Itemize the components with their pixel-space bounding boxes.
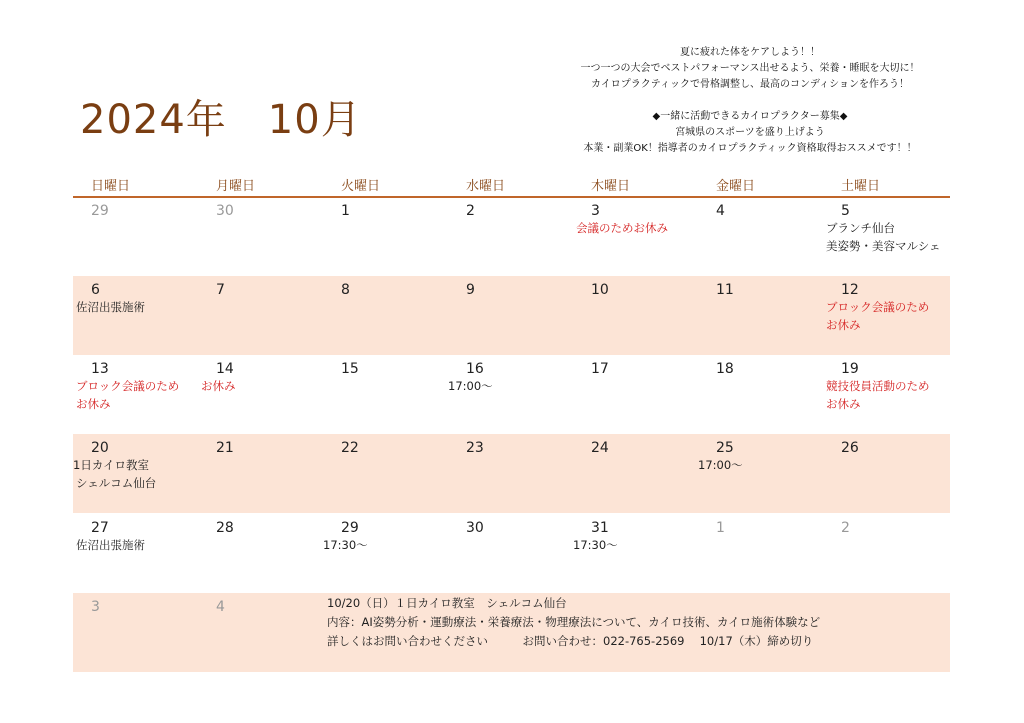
page-title: 2024年 10月 — [80, 97, 362, 143]
calendar-day[interactable] — [823, 197, 948, 276]
calendar-day[interactable] — [823, 355, 948, 434]
calendar-day[interactable] — [73, 593, 198, 672]
day-event: 佐沼出張施術 — [76, 300, 145, 314]
day-event: 1日カイロ教室 — [73, 458, 149, 472]
day-number: 2 — [841, 520, 850, 536]
note-line: 夏に疲れた体をケアしよう！！ — [680, 47, 820, 58]
calendar-day[interactable] — [448, 197, 573, 276]
note-line: 宮城県のスポーツを盛り上げよう — [675, 127, 825, 138]
calendar-day[interactable] — [323, 197, 448, 276]
day-number: 10 — [591, 282, 609, 298]
calendar-week — [73, 434, 950, 513]
day-event: 17:00～ — [448, 379, 493, 393]
day-number: 11 — [716, 282, 734, 298]
day-event: ブランチ仙台 — [826, 221, 895, 235]
day-number: 27 — [91, 520, 109, 536]
calendar-day[interactable] — [573, 197, 698, 276]
day-event: お休み — [201, 379, 236, 393]
note-line — [560, 93, 940, 109]
weekday-label: 土曜日 — [841, 179, 881, 194]
day-number: 30 — [466, 520, 484, 536]
weekday-header — [73, 172, 950, 198]
day-event: 競技役員活動のため — [826, 379, 930, 393]
day-number: 28 — [216, 520, 234, 536]
day-number: 3 — [91, 599, 100, 615]
calendar-day[interactable] — [573, 355, 698, 434]
calendar-day[interactable] — [823, 514, 948, 593]
event-info — [327, 594, 820, 651]
calendar-day[interactable] — [198, 434, 323, 513]
calendar-day[interactable] — [323, 514, 448, 593]
calendar-day[interactable] — [73, 355, 198, 434]
calendar-day[interactable] — [698, 355, 823, 434]
day-number: 14 — [216, 361, 234, 377]
calendar-day[interactable] — [73, 434, 198, 513]
day-event: 会議のためお休み — [576, 221, 668, 235]
calendar-week — [73, 514, 950, 593]
calendar-day[interactable] — [73, 514, 198, 593]
calendar-day[interactable] — [323, 355, 448, 434]
calendar-week — [73, 355, 950, 434]
calendar-day[interactable] — [698, 197, 823, 276]
weekday-label: 日曜日 — [91, 179, 131, 194]
day-number: 4 — [716, 203, 725, 219]
day-number: 6 — [91, 282, 100, 298]
weekday-label: 水曜日 — [466, 179, 506, 194]
day-event: お休み — [76, 397, 111, 411]
day-event: ブロック会議のため — [76, 379, 180, 393]
day-number: 7 — [216, 282, 225, 298]
day-number: 13 — [91, 361, 109, 377]
calendar-day[interactable] — [448, 514, 573, 593]
day-number: 22 — [341, 440, 359, 456]
calendar-week — [73, 276, 950, 355]
calendar-day[interactable] — [198, 355, 323, 434]
calendar-day[interactable] — [823, 276, 948, 355]
day-number: 20 — [91, 440, 109, 456]
day-number: 9 — [466, 282, 475, 298]
info-line: 詳しくはお問い合わせください お問い合わせ：022-765-2569 10/17（木）締め切り — [327, 634, 814, 648]
day-event: シェルコム仙台 — [76, 476, 157, 490]
calendar-day[interactable] — [73, 276, 198, 355]
day-number: 21 — [216, 440, 234, 456]
note-line: 一つ一つの大会でベストパフォーマンス出せるよう、栄養・睡眠を大切に！ — [580, 63, 920, 74]
day-number: 1 — [341, 203, 350, 219]
calendar-day[interactable] — [698, 276, 823, 355]
calendar-day[interactable] — [448, 276, 573, 355]
day-event: お休み — [826, 318, 861, 332]
day-number: 4 — [216, 599, 225, 615]
calendar-day[interactable] — [573, 434, 698, 513]
weekday-label: 月曜日 — [216, 179, 256, 194]
calendar-day[interactable] — [73, 197, 198, 276]
info-line: 内容：AI姿勢分析・運動療法・栄養療法・物理療法について、カイロ技術、カイロ施術体験など — [327, 615, 821, 629]
calendar-day[interactable] — [198, 593, 323, 672]
day-number: 5 — [841, 203, 850, 219]
day-number: 30 — [216, 203, 234, 219]
calendar-day[interactable] — [323, 276, 448, 355]
day-number: 2 — [466, 203, 475, 219]
calendar-day[interactable] — [573, 514, 698, 593]
calendar-day[interactable] — [448, 355, 573, 434]
day-event: お休み — [826, 397, 861, 411]
calendar-day[interactable] — [573, 276, 698, 355]
weekday-label: 金曜日 — [716, 179, 756, 194]
day-number: 8 — [341, 282, 350, 298]
day-number: 15 — [341, 361, 359, 377]
calendar-day[interactable] — [198, 197, 323, 276]
calendar-day[interactable] — [198, 276, 323, 355]
note-line: 本業・副業OK！指導者のカイロプラクティック資格取得おススメです！！ — [583, 143, 917, 154]
day-number: 1 — [716, 520, 725, 536]
day-event: 17:30～ — [573, 538, 618, 552]
day-event: 佐沼出張施術 — [76, 538, 145, 552]
day-number: 29 — [341, 520, 359, 536]
calendar-day[interactable] — [448, 434, 573, 513]
info-line: 10/20（日）１日カイロ教室 シェルコム仙台 — [327, 596, 567, 610]
day-number: 3 — [591, 203, 600, 219]
day-number: 24 — [591, 440, 609, 456]
announcement-notes — [560, 45, 940, 157]
day-number: 25 — [716, 440, 734, 456]
weekday-label: 火曜日 — [341, 179, 381, 194]
calendar-day[interactable] — [823, 434, 948, 513]
day-number: 12 — [841, 282, 859, 298]
day-number: 23 — [466, 440, 484, 456]
day-number: 16 — [466, 361, 484, 377]
calendar-day[interactable] — [323, 434, 448, 513]
day-number: 26 — [841, 440, 859, 456]
day-number: 17 — [591, 361, 609, 377]
weekday-label: 木曜日 — [591, 179, 631, 194]
day-number: 29 — [91, 203, 109, 219]
note-line: ◆一緒に活動できるカイロプラクター募集◆ — [652, 111, 848, 122]
calendar-day[interactable] — [198, 514, 323, 593]
calendar-day[interactable] — [698, 434, 823, 513]
day-number: 31 — [591, 520, 609, 536]
day-event: 美姿勢・美容マルシェ — [826, 239, 941, 253]
day-number: 19 — [841, 361, 859, 377]
day-event: ブロック会議のため — [826, 300, 930, 314]
day-event: 17:30～ — [323, 538, 368, 552]
day-number: 18 — [716, 361, 734, 377]
calendar-day[interactable] — [698, 514, 823, 593]
calendar-week — [73, 197, 950, 276]
day-event: 17:00～ — [698, 458, 743, 472]
note-line: カイロプラクティックで骨格調整し、最高のコンディションを作ろう！ — [591, 79, 909, 90]
